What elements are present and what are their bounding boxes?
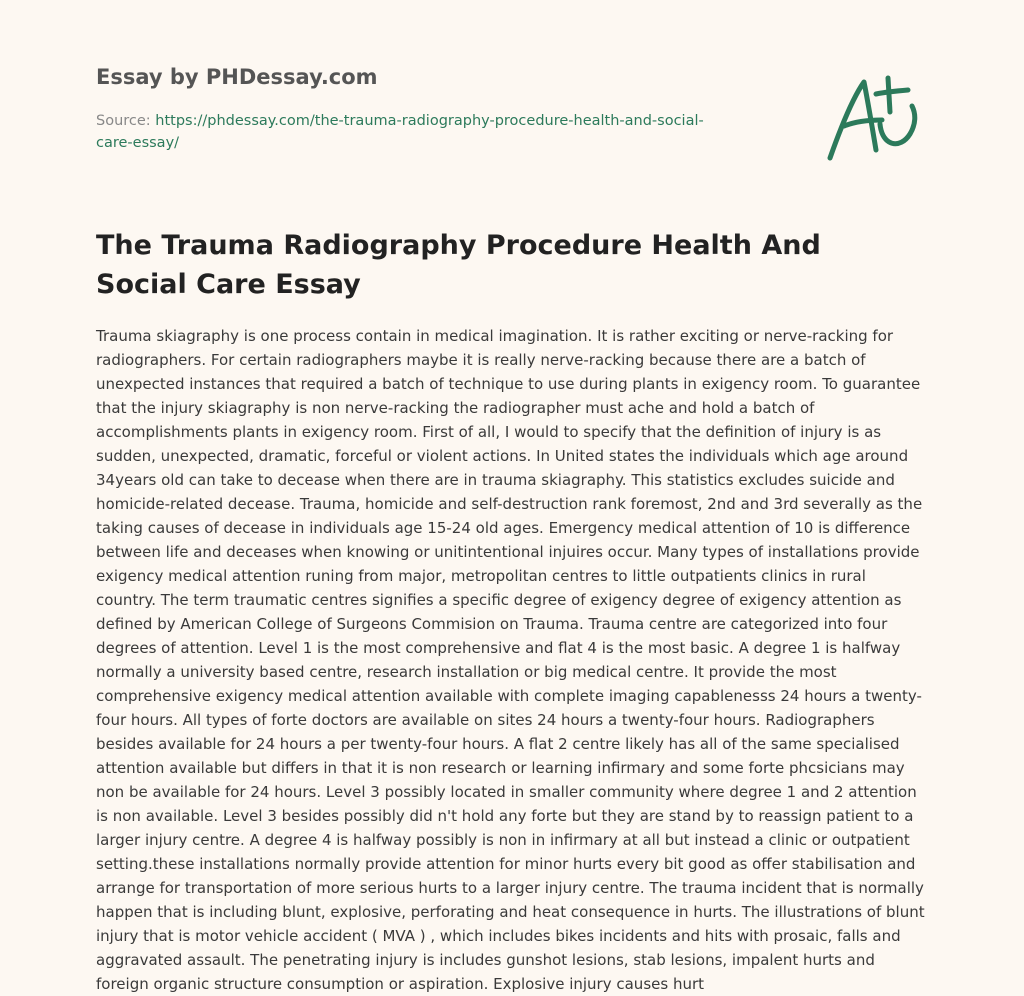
page-title: The Trauma Radiography Procedure Health And Social Care Essay <box>96 230 821 300</box>
source-link[interactable]: https://phdessay.com/the-trauma-radiography-procedure-health-and-social-care-essay/ <box>96 113 704 151</box>
header <box>96 62 736 154</box>
source-line <box>96 110 736 154</box>
source-label: Source: <box>96 113 156 129</box>
brand-name: Essay by PHDessay.com <box>96 65 378 89</box>
essay-body: Trauma skiagraphy is one process contain in medical imagination. It is rather exciting or nerve-racking for radiographers. For certain radiographers maybe it is really nerve-racking because there are a batch of unexpected instances that required a batch of technique to use during plants in exigency room. To guarantee that the injury skiagraphy is non nerve-racking the radiographer must ache and hold a batch of accomplishments plants in exigency room. First of all, I would to specify that the definition of injury is as sudden, unexpected, dramatic, forceful or violent actions. In United states the individuals which age around 34years old can take to decease when there are in trauma skiagraphy. This statistics excludes suicide and homicide-related decease. Trauma, homicide and self-destruction rank foremost, 2nd and 3rd severally as the taking causes of decease in individuals age 15-24 old ages. Emergency medical attention of 10 is difference between life and deceases when knowing or unitintentional injuires occur. Many types of installations provide exigency medical attention runing from major, metropolitan centres to little outpatients clinics in rural country. The term traumatic centres signifies a specific degree of exigency degree of exigency attention as defined by American College of Surgeons Commision on Trauma. Trauma centre are categorized into four degrees of attention. Level 1 is the most comprehensive and flat 4 is the most basic. A degree 1 is halfway normally a university based centre, research installation or big medical centre. It provide the most comprehensive exigency medical attention available with complete imaging capablenesss 24 hours a twenty-four hours. All types of forte doctors are available on sites 24 hours a twenty-four hours. Radiographers besides available for 24 hours a per twenty-four hours. A flat 2 centre likely has all of the same specialised attention available but differs in that it is non research or learning infirmary and some forte phcsicians may non be available for 24 hours. Level 3 possibly located in smaller community where degree 1 and 2 attention is non available. Level 3 besides possibly did n't hold any forte but they are stand by to reassign patient to a larger injury centre. A degree 4 is halfway possibly is non in infirmary at all but instead a clinic or outpatient setting.these installations normally provide attention for minor hurts every bit good as offer stabilisation and arrange for transportation of more serious hurts to a larger injury centre. The trauma incident that is normally happen that is including blunt, explosive, perforating and heat consequence in hurts. The illustrations of blunt injury that is motor vehicle accident ( MVA ) , which includes bikes incidents and hits with prosaic, falls and aggravated assault. The penetrating injury is includes gunshot lesions, stab lesions, impalent hurts and foreign organic structure consumption or aspiration. Explosive injury causes hurt <box>96 327 925 993</box>
a-plus-logo-icon <box>820 62 930 172</box>
